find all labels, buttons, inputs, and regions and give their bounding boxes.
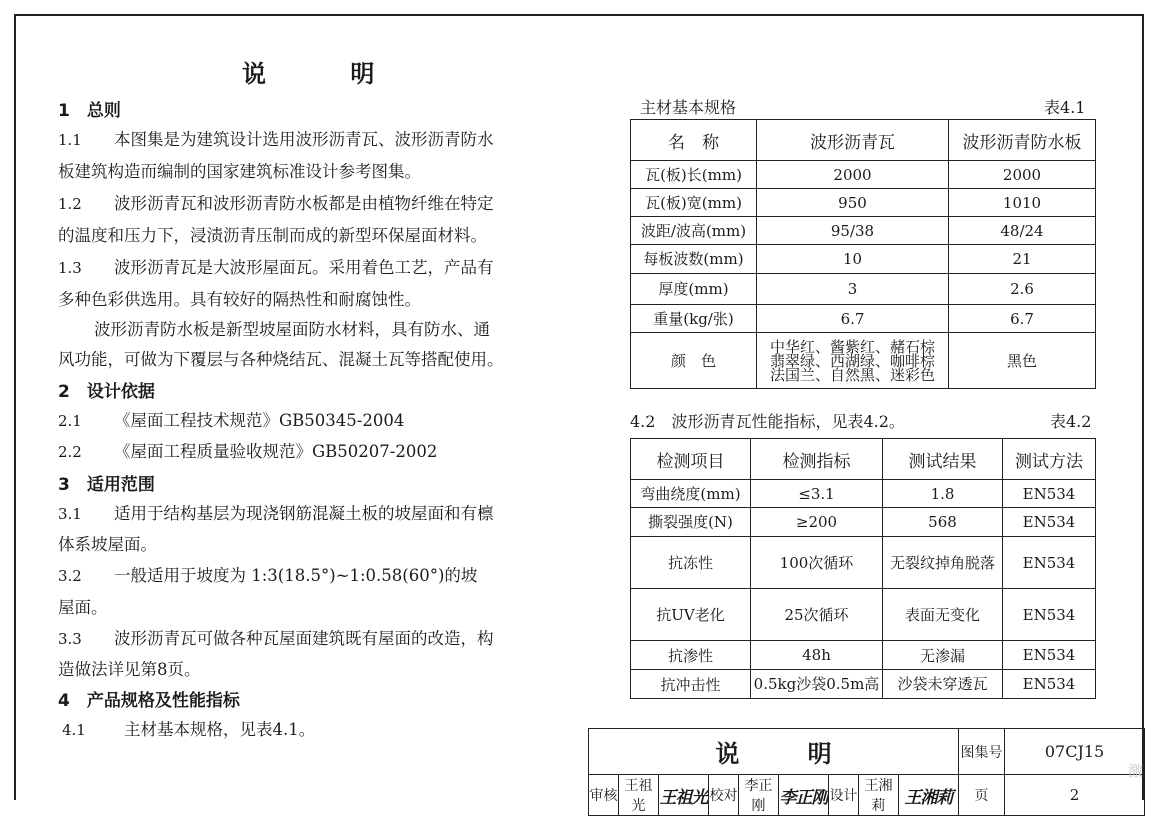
table-row [631, 189, 1096, 217]
table-row [631, 245, 1096, 274]
table2-cell: 弯曲绕度(mm) [631, 480, 751, 508]
table2-cell: EN534 [1003, 670, 1096, 699]
table2-cell: 48h [751, 641, 883, 670]
table-row [631, 589, 1096, 641]
section-heading-2: 2 设计依据 [58, 382, 155, 402]
reviewer-name: 王祖光 [619, 775, 659, 816]
table2-header-cell: 检测项目 [631, 439, 751, 480]
table1-header-cell: 名 称 [631, 120, 757, 161]
table1-cell: 6.7 [949, 305, 1096, 333]
table2-caption: 4.2 波形沥青瓦性能指标，见表4.2。 [630, 412, 905, 431]
watermark-mark: 激 [1128, 762, 1144, 780]
paragraph-1-1: 1.1 本图集是为建筑设计选用波形沥青瓦、波形沥青防水 [58, 130, 494, 149]
color-line: 翡翠绿、西湖绿、咖啡棕 [769, 351, 935, 370]
table-row [631, 161, 1096, 189]
title-block-row-top [589, 729, 1145, 775]
table1-cell: 波距/波高(mm) [631, 217, 757, 245]
table1-cell: 95/38 [757, 217, 949, 245]
table1-color-list [757, 333, 949, 389]
table1-cell: 厚度(mm) [631, 274, 757, 305]
table2-cell: 抗冲击性 [631, 670, 751, 699]
table2-cell: EN534 [1003, 641, 1096, 670]
review-label: 审核 [589, 775, 619, 816]
table1-caption: 主材基本规格 [640, 98, 737, 117]
title-block [588, 728, 1145, 816]
table1-cell: 2.6 [949, 274, 1096, 305]
table-main-spec [630, 119, 1096, 389]
table1-header-cell: 波形沥青防水板 [949, 120, 1096, 161]
table1-cell: 瓦(板)宽(mm) [631, 189, 757, 217]
design-label: 设计 [829, 775, 859, 816]
paragraph-3-3: 3.3 波形沥青瓦可做各种瓦屋面建筑既有屋面的改造，构 [58, 629, 494, 648]
section-heading-1: 1 总则 [58, 101, 121, 121]
table-row [631, 641, 1096, 670]
table1-cell: 1010 [949, 189, 1096, 217]
paragraph-1-3: 1.3 波形沥青瓦是大波形屋面瓦。采用着色工艺，产品有 [58, 258, 494, 277]
checker-signature: 李正刚 [779, 775, 829, 816]
table2-cell: 表面无变化 [883, 589, 1003, 641]
paragraph-3-2: 3.2 一般适用于坡度为 1:3(18.5°)~1:0.58(60°)的坡 [58, 566, 478, 585]
paragraph-1-4: 波形沥青防水板是新型坡屋面防水材料，具有防水、通 [94, 320, 490, 339]
table2-cell: EN534 [1003, 480, 1096, 508]
section-heading-3: 3 适用范围 [58, 475, 155, 495]
paragraph-1-2: 1.2 波形沥青瓦和波形沥青防水板都是由植物纤维在特定 [58, 194, 494, 213]
paragraph-1-4-cont: 风功能，可做为下覆层与各种烧结瓦、混凝土瓦等搭配使用。 [58, 350, 504, 369]
table2-cell: 1.8 [883, 480, 1003, 508]
table-performance [630, 438, 1096, 699]
atlas-number-label: 图集号 [959, 729, 1005, 775]
paragraph-3-3-cont: 造做法详见第8页。 [58, 660, 201, 679]
table2-cell: 抗冻性 [631, 537, 751, 589]
atlas-number: 07CJ15 [1005, 729, 1145, 775]
table-row [631, 508, 1096, 537]
table2-cell: ≤3.1 [751, 480, 883, 508]
color-line: 法国兰、自然黑、迷彩色 [769, 365, 935, 384]
paragraph-1-1-cont: 板建筑构造而编制的国家建筑标准设计参考图集。 [58, 162, 421, 181]
table2-header-row [631, 439, 1096, 480]
paragraph-1-2-cont: 的温度和压力下，浸渍沥青压制而成的新型环保屋面材料。 [58, 226, 487, 245]
table1-header-cell: 波形沥青瓦 [757, 120, 949, 161]
table1-cell: 21 [949, 245, 1096, 274]
color-line: 中华红、酱紫红、赭石棕 [769, 337, 935, 356]
table2-cell: 0.5kg沙袋0.5m高 [751, 670, 883, 699]
table1-color-label: 颜 色 [631, 333, 757, 389]
table2-cell: 抗渗性 [631, 641, 751, 670]
paragraph-4-1: 4.1 主材基本规格，见表4.1。 [62, 720, 316, 739]
page-label: 页 [959, 775, 1005, 816]
table2-cell: EN534 [1003, 508, 1096, 537]
table-row-colors [631, 333, 1096, 389]
table2-cell: 撕裂强度(N) [631, 508, 751, 537]
paragraph-2-1: 2.1 《屋面工程技术规范》GB50345-2004 [58, 411, 405, 430]
table1-cell: 10 [757, 245, 949, 274]
paragraph-1-3-cont: 多种色彩供选用。具有较好的隔热性和耐腐蚀性。 [58, 290, 421, 309]
table1-cell: 2000 [949, 161, 1096, 189]
table-row [631, 274, 1096, 305]
paragraph-3-2-cont: 屋面。 [58, 598, 108, 617]
table2-label: 表4.2 [1050, 412, 1092, 431]
table1-cell: 950 [757, 189, 949, 217]
paragraph-3-1: 3.1 适用于结构基层为现浇钢筋混凝土板的坡屋面和有檩 [58, 504, 494, 523]
table1-cell: 重量(kg/张) [631, 305, 757, 333]
table1-cell: 3 [757, 274, 949, 305]
table2-cell: 568 [883, 508, 1003, 537]
designer-name: 王湘莉 [859, 775, 899, 816]
table-row [631, 670, 1096, 699]
table2-cell: EN534 [1003, 537, 1096, 589]
table2-cell: 沙袋未穿透瓦 [883, 670, 1003, 699]
reviewer-signature: 王祖光 [659, 775, 709, 816]
table2-cell: 25次循环 [751, 589, 883, 641]
table1-cell: 2000 [757, 161, 949, 189]
table2-cell: 抗UV老化 [631, 589, 751, 641]
table1-cell: 48/24 [949, 217, 1096, 245]
table1-cell: 每板波数(mm) [631, 245, 757, 274]
title-block-title: 说 明 [589, 729, 959, 775]
table-row [631, 305, 1096, 333]
table1-label: 表4.1 [1044, 98, 1086, 117]
table1-cell: 瓦(板)长(mm) [631, 161, 757, 189]
table1-header-row [631, 120, 1096, 161]
table-row [631, 537, 1096, 589]
check-label: 校对 [709, 775, 739, 816]
designer-signature: 王湘莉 [899, 775, 959, 816]
table2-cell: 无裂纹掉角脱落 [883, 537, 1003, 589]
table1-color-board: 黑色 [949, 333, 1096, 389]
title-block-row-signatures [589, 775, 1145, 816]
table2-header-cell: 测试方法 [1003, 439, 1096, 480]
table2-cell: 100次循环 [751, 537, 883, 589]
checker-name: 李正刚 [739, 775, 779, 816]
page-number: 2 [1005, 775, 1145, 816]
table-row [631, 480, 1096, 508]
section-heading-4: 4 产品规格及性能指标 [58, 691, 240, 711]
table-row [631, 217, 1096, 245]
table1-cell: 6.7 [757, 305, 949, 333]
table2-cell: ≥200 [751, 508, 883, 537]
table2-cell: EN534 [1003, 589, 1096, 641]
table2-cell: 无渗漏 [883, 641, 1003, 670]
page-title: 说 明 [242, 59, 413, 88]
table2-header-cell: 检测指标 [751, 439, 883, 480]
paragraph-3-1-cont: 体系坡屋面。 [58, 535, 157, 554]
paragraph-2-2: 2.2 《屋面工程质量验收规范》GB50207-2002 [58, 442, 438, 461]
table2-header-cell: 测试结果 [883, 439, 1003, 480]
